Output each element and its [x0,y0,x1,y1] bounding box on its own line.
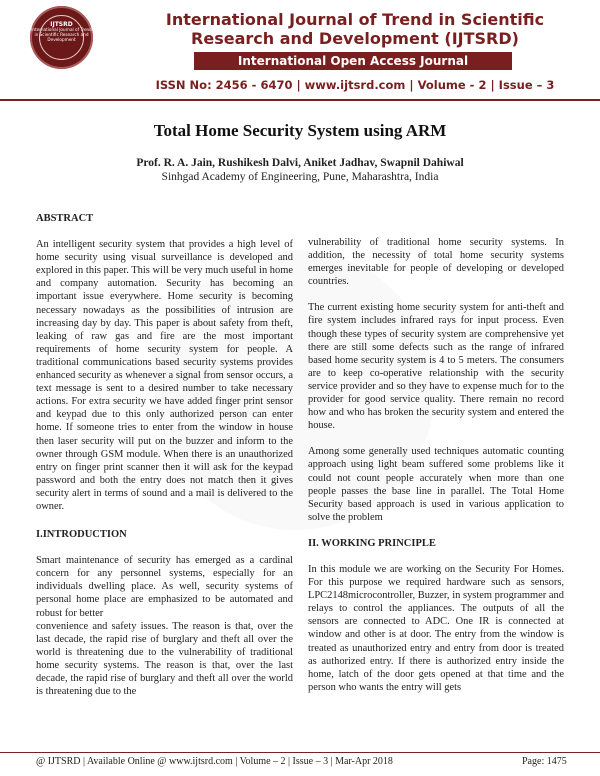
working-principle-paragraph: In this module we are working on the Security For Homes. For this purpose we required hardware such as sensors, LPC2148microcontroller, Buzzer, in system programmer and relays to control the appliances. The outputs of all the sensors are connected to ADC. One IR is connected at window and other is at door. The entry from the window is treated as unauthorized entry and entry from door is treated as authorized entry. If there is authorized entry inside the home, latch of the door gets opened at that time and the person who wants the entry will gets [308,563,564,693]
right-paragraph-2: The current existing home security system for anti-theft and fire system includes infrared rays for input process. Even though these types of security system are comprehensive yet there are still some defects such as the range of infrared based home security system is 4 to 5 meters. The consumers are to keep co-operative relationship with the security service provider and so they have to expense much for to the provider for good service quality. There remain no record how and who has broken the security system and entered the house. [308,302,564,432]
logo-acronym: IJTSRD [50,21,73,28]
right-paragraph-1: vulnerability of traditional home security systems. In addition, the necessity of total home security systems emerges inevitable for people of developing or developed countries. [308,237,564,288]
page-footer [0,754,600,774]
introduction-paragraph-1: Smart maintenance of security has emerged as a cardinal concern for any personnel systems, especially for an individuals dwelling place. As well, security systems of personal home place are emphasized to be automated and robust for better [36,555,293,619]
issn-line: ISSN No: 2456 - 6470 | www.ijtsrd.com | Volume - 2 | Issue – 3 [155,78,555,92]
footer-rule [0,752,600,753]
logo-text [30,22,93,42]
footer-citation: @ IJTSRD | Available Online @ www.ijtsrd.com | Volume – 2 | Issue – 3 | Mar-Apr 2018 [36,756,393,767]
right-column [308,236,564,694]
journal-title-line2: Research and Development (IJTSRD) [191,29,519,48]
left-column [36,212,293,698]
paper-affiliation: Sinhgad Academy of Engineering, Pune, Maharashtra, India [161,171,439,183]
introduction-paragraph-2: convenience and safety issues. The reason is that, over the last decade, the rapid rise of burglary and theft all over the world is threatening due to the vulnerability of traditional home security systems. The reason is that, over the last decade, the rapid rise of burglary and theft all over the world is threatening due to the [36,620,293,698]
journal-logo [30,6,93,69]
page-number: Page: 1475 [522,756,567,767]
header-rule [0,99,600,101]
open-access-banner: International Open Access Journal [194,52,512,70]
paper-title: Total Home Security System using ARM [153,121,447,140]
introduction-heading: I.INTRODUCTION [36,529,127,541]
paper-authors: Prof. R. A. Jain, Rushikesh Dalvi, Aniket Jadhav, Swapnil Dahiwal [136,157,464,169]
right-paragraph-3: Among some generally used techniques automatic counting approach using light beam suffered some problems like it could not count people accurately when more than one people passes the base line in parallel. The Total Home Security based approach is used in various application to solve the problem [308,446,564,523]
logo-caption: International Journal of Trend in Scientific Research and Development [31,27,92,42]
journal-title-line1: International Journal of Trend in Scientific [165,10,545,29]
working-principle-heading: II. WORKING PRINCIPLE [308,537,436,549]
abstract-heading: ABSTRACT [36,213,94,224]
abstract-text: An intelligent security system that provides a high level of home security using visual surveillance is developed and explored in this paper. This will be very much useful in home and company automation. Security has becoming an important issue everywhere. Home security is becoming necessary nowadays as the possibilities of intrusion are increasing day by day. This paper is about safety from theft, leaking of raw gas and fire are the most important requirements of home security system for people. A traditional communications based security systems provides enhanced security as whenever a signal from sensor occurs, a text message is sent to a desired number to take necessary actions. For extra security we have added finger print sensor and keypad due to this only authorized person can enter home. If someone tries to enter from the window in house then laser security will put on the buzzer and inform to the owner through GSM module. When there is an unauthorized entry on finger print scanner then it will ask for the keypad password and both the entry does not match then it gives security alert in terms of sound and a mail is delivered to the owner. [36,239,293,512]
